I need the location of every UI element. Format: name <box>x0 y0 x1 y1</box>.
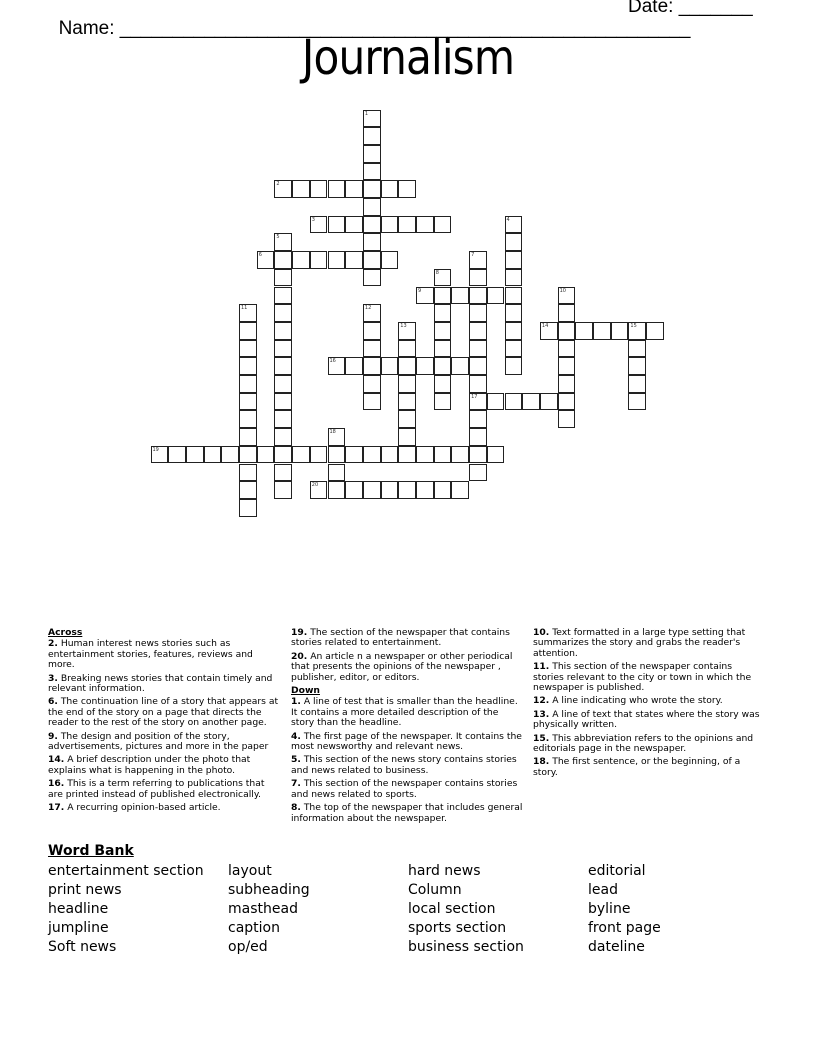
grid-cell[interactable] <box>469 464 487 482</box>
clues-column-1 <box>48 628 280 817</box>
grid-cell[interactable] <box>345 180 363 198</box>
grid-cell[interactable] <box>575 322 593 340</box>
across-clue <box>48 697 280 728</box>
grid-cell[interactable] <box>274 180 292 198</box>
grid-cell[interactable] <box>274 481 292 499</box>
clue-number: 19. <box>291 627 308 638</box>
grid-cell[interactable] <box>398 481 416 499</box>
grid-cell[interactable] <box>469 428 487 446</box>
clue-number: 4. <box>291 730 301 742</box>
grid-cell[interactable] <box>363 357 381 375</box>
clue-number-label: 17 <box>471 393 478 400</box>
grid-cell[interactable] <box>593 322 611 340</box>
clue-text: This abbreviation refers to the opinions and editorials page in the newspaper. <box>533 732 754 755</box>
down-clue <box>533 662 765 693</box>
clue-text: This section of the news story contains stories and news related to business. <box>291 754 517 776</box>
grid-cell[interactable] <box>505 340 523 358</box>
clue-number-label: 1 <box>364 110 369 117</box>
word-bank-item: local section <box>408 901 496 917</box>
clue-text: A line of text that states where the story was physically written. <box>533 708 760 731</box>
grid-cell[interactable] <box>239 410 257 428</box>
grid-cell[interactable] <box>363 375 381 393</box>
grid-cell[interactable] <box>451 481 469 499</box>
grid-cell[interactable] <box>505 357 523 375</box>
grid-cell[interactable] <box>257 446 275 464</box>
grid-cell[interactable] <box>505 233 523 251</box>
clue-number: 3. <box>48 672 58 684</box>
word-bank-item: masthead <box>228 901 298 917</box>
grid-cell[interactable] <box>221 446 239 464</box>
grid-cell[interactable] <box>274 446 292 464</box>
word-bank-item: layout <box>228 863 272 879</box>
grid-cell[interactable] <box>363 322 381 340</box>
grid-cell[interactable] <box>416 357 434 375</box>
grid-cell[interactable] <box>274 357 292 375</box>
grid-cell[interactable] <box>239 322 257 340</box>
clue-text: This is a term referring to publications that are printed instead of published electronically. <box>48 778 265 800</box>
down-clue <box>291 697 523 728</box>
word-bank-item: sports section <box>408 920 507 936</box>
grid-cell[interactable] <box>363 251 381 269</box>
grid-cell[interactable] <box>558 393 576 411</box>
grid-cell[interactable] <box>434 446 452 464</box>
date-field[interactable]: Date: _______ <box>628 0 753 17</box>
grid-cell[interactable] <box>398 340 416 358</box>
grid-cell[interactable] <box>363 269 381 287</box>
clue-text: This section of the newspaper contains stories relevant to the city or town in which the newspaper is published. <box>533 661 752 694</box>
grid-cell[interactable] <box>416 216 434 234</box>
word-bank-item: caption <box>228 920 280 936</box>
grid-cell[interactable] <box>505 269 523 287</box>
grid-cell[interactable] <box>398 393 416 411</box>
clue-number: 12. <box>533 695 550 707</box>
grid-cell[interactable] <box>239 446 257 464</box>
grid-cell[interactable] <box>434 216 452 234</box>
grid-cell[interactable] <box>274 464 292 482</box>
clue-text: An article n a newspaper or other periodical that presents the opinions of the newspaper , publisher, editor, or editors. <box>291 650 513 683</box>
clue-number-label: 7 <box>471 252 475 259</box>
grid-cell[interactable] <box>505 287 523 305</box>
down-clue <box>533 628 765 659</box>
clues-column-2 <box>291 628 523 827</box>
clue-number: 17. <box>48 802 65 814</box>
grid-cell[interactable] <box>434 393 452 411</box>
grid-cell[interactable] <box>469 340 487 358</box>
grid-cell[interactable] <box>505 251 523 269</box>
grid-cell[interactable] <box>239 464 257 482</box>
word-bank-item: front page <box>588 920 661 936</box>
clue-text: A brief description under the photo that explains what is happening in the photo. <box>48 754 251 776</box>
grid-cell[interactable] <box>363 127 381 145</box>
word-bank-item: op/ed <box>228 939 268 955</box>
grid-cell[interactable] <box>328 251 346 269</box>
grid-cell[interactable] <box>381 180 399 198</box>
down-clue <box>291 755 523 776</box>
grid-cell[interactable] <box>345 216 363 234</box>
grid-cell[interactable] <box>558 340 576 358</box>
grid-cell[interactable] <box>274 233 292 251</box>
grid-cell[interactable] <box>469 269 487 287</box>
grid-cell[interactable] <box>646 322 664 340</box>
grid-cell[interactable] <box>416 481 434 499</box>
grid-cell[interactable] <box>274 410 292 428</box>
grid-cell[interactable] <box>558 357 576 375</box>
grid-cell[interactable] <box>505 304 523 322</box>
grid-cell[interactable] <box>363 304 381 322</box>
clue-text: The first sentence, or the beginning, of a story. <box>533 756 741 778</box>
clue-number-label: 13 <box>400 322 407 329</box>
grid-cell[interactable] <box>434 375 452 393</box>
clue-text: The design and position of the story, advertisements, pictures and more in the paper <box>48 730 269 753</box>
word-bank-item: entertainment section <box>48 863 204 879</box>
across-clue <box>291 628 523 649</box>
down-clue <box>291 803 523 824</box>
down-clue <box>533 696 765 706</box>
clue-text: Text formatted in a large type setting that summarizes the story and grabs the reader's attention. <box>533 627 746 659</box>
grid-cell[interactable] <box>398 428 416 446</box>
clue-text: Human interest news stories such as entertainment stories, features, reviews and more. <box>48 638 253 671</box>
grid-cell[interactable] <box>628 375 646 393</box>
word-bank-item: byline <box>588 901 631 917</box>
grid-cell[interactable] <box>239 357 257 375</box>
grid-cell[interactable] <box>381 251 399 269</box>
grid-cell[interactable] <box>540 393 558 411</box>
grid-cell[interactable] <box>328 446 346 464</box>
clue-number: 15. <box>533 732 550 744</box>
grid-cell[interactable] <box>328 464 346 482</box>
grid-cell[interactable] <box>292 446 310 464</box>
grid-cell[interactable] <box>328 357 346 375</box>
grid-cell[interactable] <box>274 428 292 446</box>
grid-cell[interactable] <box>168 446 186 464</box>
clue-number: 16. <box>48 778 65 790</box>
across-clue <box>48 674 280 695</box>
grid-cell[interactable] <box>345 357 363 375</box>
grid-cell[interactable] <box>310 446 328 464</box>
crossword-grid <box>151 110 671 530</box>
clue-number-label: 12 <box>364 305 372 312</box>
grid-cell[interactable] <box>434 287 452 305</box>
word-bank-title: Word Bank <box>48 843 134 859</box>
word-bank-item: dateline <box>588 939 645 955</box>
word-bank-item: headline <box>48 901 109 917</box>
grid-cell[interactable] <box>363 180 381 198</box>
grid-cell[interactable] <box>274 322 292 340</box>
word-bank-item: print news <box>48 882 122 898</box>
clue-text: The section of the newspaper that contains stories related to entertainment. <box>291 627 510 649</box>
grid-cell[interactable] <box>363 163 381 181</box>
name-field[interactable]: Name: ______________________________________________________ <box>58 18 691 39</box>
grid-cell[interactable] <box>328 216 346 234</box>
grid-cell[interactable] <box>328 428 346 446</box>
clue-number-label: 18 <box>329 429 336 436</box>
clue-number: 8. <box>291 802 301 814</box>
grid-cell[interactable] <box>558 410 576 428</box>
grid-cell[interactable] <box>292 180 310 198</box>
grid-cell[interactable] <box>628 357 646 375</box>
clue-number-label: 16 <box>329 358 336 365</box>
grid-cell[interactable] <box>469 357 487 375</box>
clue-number-label: 2 <box>276 181 280 188</box>
clue-number-label: 6 <box>258 252 262 259</box>
grid-cell[interactable] <box>398 446 416 464</box>
word-bank-item: business section <box>408 939 524 955</box>
across-heading: Across <box>48 627 83 638</box>
clue-number-label: 20 <box>311 482 319 489</box>
across-clue <box>291 652 523 683</box>
grid-cell[interactable] <box>363 233 381 251</box>
down-clue <box>533 757 765 778</box>
clue-number: 6. <box>48 696 58 708</box>
grid-cell[interactable] <box>310 481 328 499</box>
word-bank-column-4 <box>588 862 768 957</box>
grid-cell[interactable] <box>257 251 275 269</box>
grid-cell[interactable] <box>487 393 505 411</box>
clue-number-label: 4 <box>506 216 510 223</box>
grid-cell[interactable] <box>381 481 399 499</box>
grid-cell[interactable] <box>363 393 381 411</box>
word-bank-item: editorial <box>588 863 646 879</box>
grid-cell[interactable] <box>328 481 346 499</box>
grid-cell[interactable] <box>628 340 646 358</box>
grid-cell[interactable] <box>434 481 452 499</box>
grid-cell[interactable] <box>239 375 257 393</box>
grid-cell[interactable] <box>416 446 434 464</box>
grid-cell[interactable] <box>310 180 328 198</box>
grid-cell[interactable] <box>505 216 523 234</box>
grid-cell[interactable] <box>292 251 310 269</box>
grid-cell[interactable] <box>363 481 381 499</box>
down-clue <box>291 779 523 800</box>
grid-cell[interactable] <box>363 198 381 216</box>
word-bank-item: lead <box>588 882 618 898</box>
grid-cell[interactable] <box>451 287 469 305</box>
grid-cell[interactable] <box>522 393 540 411</box>
grid-cell[interactable] <box>487 446 505 464</box>
clue-number: 20. <box>291 650 308 662</box>
clue-number-label: 11 <box>241 305 248 312</box>
grid-cell[interactable] <box>363 110 381 128</box>
grid-cell[interactable] <box>398 180 416 198</box>
grid-cell[interactable] <box>398 322 416 340</box>
grid-cell[interactable] <box>274 340 292 358</box>
clue-number: 1. <box>291 696 301 708</box>
grid-cell[interactable] <box>469 251 487 269</box>
grid-cell[interactable] <box>363 446 381 464</box>
grid-cell[interactable] <box>540 322 558 340</box>
clue-text: The top of the newspaper that includes general information about the newspaper. <box>291 802 523 824</box>
clue-number: 18. <box>533 756 550 768</box>
clue-number: 9. <box>48 730 58 742</box>
word-bank-item: hard news <box>408 863 481 879</box>
grid-cell[interactable] <box>398 375 416 393</box>
grid-cell[interactable] <box>274 393 292 411</box>
word-bank-item: Column <box>408 882 462 898</box>
grid-cell[interactable] <box>398 216 416 234</box>
grid-cell[interactable] <box>469 446 487 464</box>
grid-cell[interactable] <box>204 446 222 464</box>
grid-cell[interactable] <box>505 393 523 411</box>
down-clue <box>533 734 765 755</box>
grid-cell[interactable] <box>274 287 292 305</box>
grid-cell[interactable] <box>451 357 469 375</box>
grid-cell[interactable] <box>398 410 416 428</box>
word-bank-column-3 <box>408 862 588 957</box>
word-bank-column-2 <box>228 862 408 957</box>
word-bank-column-1 <box>48 862 228 957</box>
grid-cell[interactable] <box>239 481 257 499</box>
grid-cell[interactable] <box>363 340 381 358</box>
clue-text: The first page of the newspaper. It contains the most newsworthy and relevant news. <box>291 730 522 753</box>
puzzle-title: Journalism <box>301 30 515 86</box>
grid-cell[interactable] <box>398 357 416 375</box>
grid-cell[interactable] <box>381 446 399 464</box>
grid-cell[interactable] <box>381 216 399 234</box>
word-bank-item: jumpline <box>48 920 109 936</box>
grid-cell[interactable] <box>239 499 257 517</box>
clue-number-label: 15 <box>630 322 637 329</box>
grid-cell[interactable] <box>469 393 487 411</box>
grid-cell[interactable] <box>611 322 629 340</box>
grid-cell[interactable] <box>469 375 487 393</box>
clue-text: A recurring opinion-based article. <box>67 802 221 814</box>
down-clue <box>533 710 765 731</box>
clue-number-label: 10 <box>559 287 566 294</box>
grid-cell[interactable] <box>416 287 434 305</box>
across-clue <box>48 755 280 776</box>
grid-cell[interactable] <box>469 304 487 322</box>
across-clue <box>48 732 280 753</box>
clue-number: 10. <box>533 627 550 638</box>
clue-number-label: 9 <box>418 287 422 294</box>
grid-cell[interactable] <box>558 304 576 322</box>
grid-cell[interactable] <box>558 375 576 393</box>
grid-cell[interactable] <box>274 304 292 322</box>
grid-cell[interactable] <box>628 322 646 340</box>
down-heading: Down <box>291 685 320 697</box>
clue-number-label: 3 <box>311 216 315 223</box>
grid-cell[interactable] <box>451 446 469 464</box>
clue-number: 14. <box>48 754 65 766</box>
clue-number-label: 5 <box>276 234 280 241</box>
grid-cell[interactable] <box>151 446 169 464</box>
grid-cell[interactable] <box>558 287 576 305</box>
grid-cell[interactable] <box>239 340 257 358</box>
clues-column-3 <box>533 628 765 781</box>
clue-number-label: 19 <box>152 446 159 453</box>
grid-cell[interactable] <box>239 428 257 446</box>
grid-cell[interactable] <box>310 216 328 234</box>
grid-cell[interactable] <box>558 322 576 340</box>
grid-cell[interactable] <box>363 216 381 234</box>
across-clue <box>48 639 280 670</box>
clue-number-label: 8 <box>435 269 439 276</box>
grid-cell[interactable] <box>186 446 204 464</box>
grid-cell[interactable] <box>274 251 292 269</box>
clue-number: 2. <box>48 638 58 650</box>
clue-number: 5. <box>291 754 301 766</box>
clue-text: This section of the newspaper contains stories and news related to sports. <box>291 778 518 800</box>
clue-text: The continuation line of a story that appears at the end of the story on a page that directs the reader to the rest of the story on another page. <box>48 696 279 729</box>
grid-cell[interactable] <box>274 269 292 287</box>
grid-cell[interactable] <box>345 251 363 269</box>
grid-cell[interactable] <box>363 145 381 163</box>
clue-text: A line indicating who wrote the story. <box>552 695 723 707</box>
grid-cell[interactable] <box>469 410 487 428</box>
grid-cell[interactable] <box>505 322 523 340</box>
clue-number: 7. <box>291 778 301 790</box>
across-clue <box>48 779 280 800</box>
clue-number-label: 14 <box>541 322 549 329</box>
grid-cell[interactable] <box>328 180 346 198</box>
grid-cell[interactable] <box>434 269 452 287</box>
grid-cell[interactable] <box>434 322 452 340</box>
word-bank-item: subheading <box>228 882 310 898</box>
clue-number: 13. <box>533 708 550 720</box>
grid-cell[interactable] <box>469 322 487 340</box>
clue-number: 11. <box>533 661 550 673</box>
grid-cell[interactable] <box>434 340 452 358</box>
grid-cell[interactable] <box>487 287 505 305</box>
grid-cell[interactable] <box>310 251 328 269</box>
grid-cell[interactable] <box>434 357 452 375</box>
grid-cell[interactable] <box>628 393 646 411</box>
grid-cell[interactable] <box>381 357 399 375</box>
grid-cell[interactable] <box>345 446 363 464</box>
grid-cell[interactable] <box>239 304 257 322</box>
down-clue <box>291 732 523 753</box>
grid-cell[interactable] <box>469 287 487 305</box>
clue-text: A line of test that is smaller than the headline. It contains a more detailed description of the story than the headline. <box>291 696 518 729</box>
grid-cell[interactable] <box>274 375 292 393</box>
clue-text: Breaking news stories that contain timely and relevant information. <box>48 672 273 695</box>
grid-cell[interactable] <box>434 304 452 322</box>
grid-cell[interactable] <box>239 393 257 411</box>
word-bank-item: Soft news <box>48 939 117 955</box>
across-clue <box>48 803 280 813</box>
grid-cell[interactable] <box>345 481 363 499</box>
